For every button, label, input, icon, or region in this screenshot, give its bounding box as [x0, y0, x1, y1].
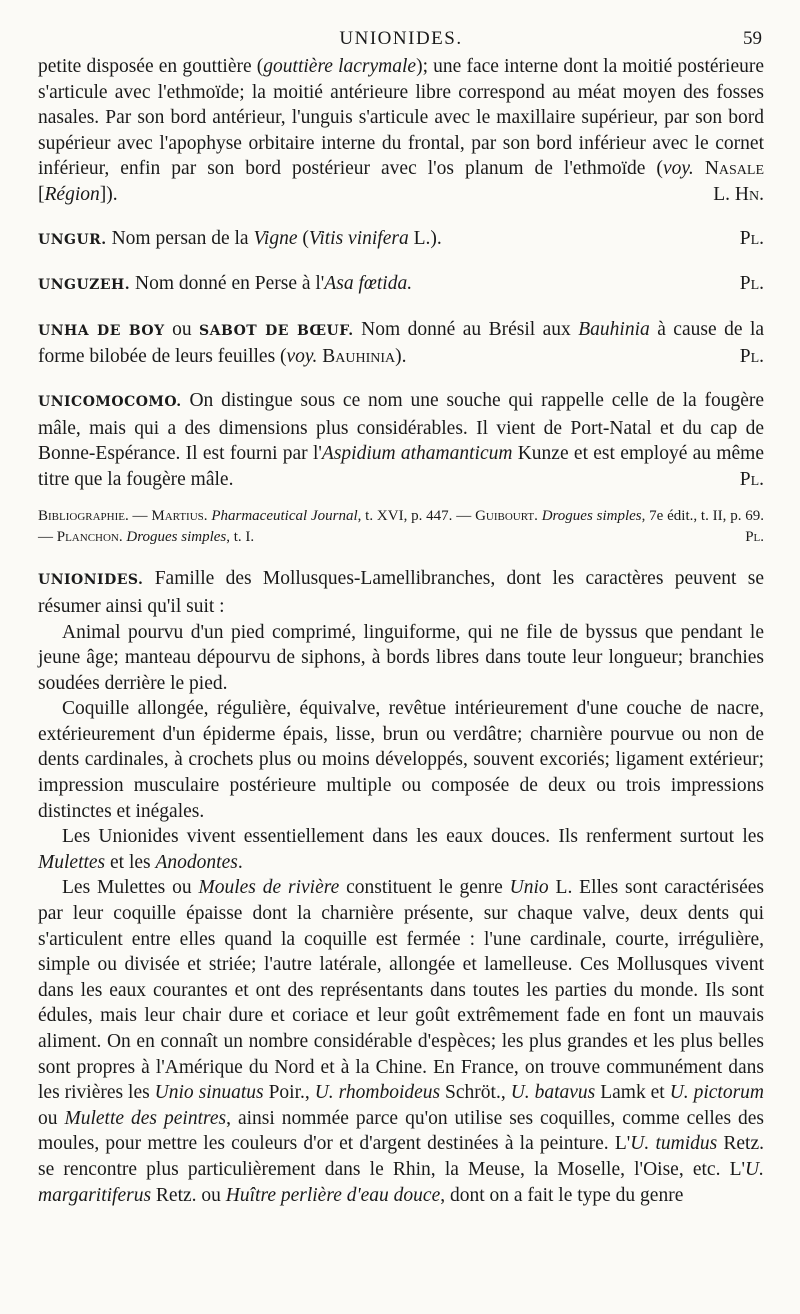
entry-ungur: UNGUR. Nom persan de la Vigne (Vitis vinifera L.). Pl.	[38, 226, 764, 254]
entry-headword-alt: SABOT DE BŒUF.	[199, 322, 354, 339]
page-number: 59	[743, 28, 762, 49]
entry-unha-de-boy: UNHA DE BOY ou SABOT DE BŒUF. Nom donné au Brésil aux Bauhinia à cause de la forme bilobée de leurs feuilles (voy. Bauhinia). Pl.	[38, 317, 764, 370]
running-head	[38, 26, 764, 54]
entry-headword: UNIONIDES.	[38, 572, 144, 589]
author-signature: Pl.	[745, 529, 764, 546]
paragraph-coquille: Coquille allongée, régulière, équivalve, revêtue intérieurement d'une couche de nacre, extérieurement d'un épiderme épais, lisse, brun ou verdâtre; charnière pourvue ou non de dents cardinales, à crochets plus ou moins développés, souvent excoriés; ligament extérieur; impression musculaire postérieure multiple ou composée de deux ou trois impressions distinctes et inégales.	[38, 698, 764, 822]
paragraph-animal: Animal pourvu d'un pied comprimé, linguiforme, qui ne file de byssus que pendant le jeune âge; manteau dépourvu de siphons, à bords libres dans toute leur longueur; branchies soudées derrière le pied.	[38, 621, 764, 694]
author-signature: Pl.	[739, 273, 764, 295]
paragraph-habitat: Les Unionides vivent essentiellement dans les eaux douces. Ils renferment surtout les Mulettes et les Anodontes.	[38, 826, 764, 873]
author-signature: L. Hn.	[713, 183, 764, 205]
cross-reference: Nasale	[704, 158, 765, 180]
cross-reference: Bauhinia	[322, 346, 396, 368]
bibliography: Bibliographie. — Martius. Pharmaceutical Journal, t. XVI, p. 447. — Guibourt. Drogues simples, 7e édit., t. II, p. 69. — Planchon. Drogues simples, t. I. Pl.	[38, 506, 764, 548]
entry-headword: UNICOMOCOMO.	[38, 393, 182, 410]
paragraph-mulettes: Les Mulettes ou Moules de rivière constituent le genre Unio L. Elles sont caractérisées par leur coquille épaisse dont la charnière présente, sur chaque valve, deux dents qui s'articulent entre elles quand la coquille est fermée : l'une cardinale, courte, irrégulière, simple ou divisée et striée; l'autre latérale, allongée et lamelleuse. Ces Mollusques vivent dans les eaux courantes et ont des représentants dans toutes les parties du monde. Ils sont édules, mais leur chair dure et coriace et leur goût extrêmement fade en font un mauvais aliment. On en connaît un nombre considérable d'espèces; les plus grandes et les plus belles sont propres à l'Amérique du Nord et à la Chine. En France, on trouve communément dans les rivières les Unio sinuatus Poir., U. rhomboideus Schröt., U. batavus Lamk et U. pictorum ou Mulette des peintres, ainsi nommée parce qu'on utilise ses coquilles, comme celles des moules, pour mettre les couleurs d'or et d'argent destinées à la peinture. L'U. tumidus Retz. se rencontre plus particulièrement dans le Rhin, la Meuse, la Moselle, l'Oise, etc. L'U. margaritiferus Retz. ou Huître perlière d'eau douce, dont on a fait le type du genre	[38, 877, 765, 1206]
entry-unicomocomo: UNICOMOCOMO. On distingue sous ce nom une souche qui rappelle celle de la fougère mâle, mais qui a des dimensions plus considérables. Il vient de Port-Natal et du cap de Bonne-Espérance. Il est fourni par l'Aspidium athamanticum Kunze et est employé au même titre que la fougère mâle. Pl.	[38, 388, 764, 492]
author-signature: Pl.	[739, 227, 764, 249]
running-title: UNIONIDES.	[339, 28, 463, 49]
author-signature: Pl.	[739, 468, 764, 490]
entry-unionides: UNIONIDES. Famille des Mollusques-Lamellibranches, dont les caractères peuvent se résumer ainsi qu'il suit :	[38, 568, 764, 617]
entry-headword: UNGUR.	[38, 231, 107, 248]
entry-headword: UNGUZEH.	[38, 277, 131, 294]
paragraph-unguis-continuation: petite disposée en gouttière (gouttière lacrymale); une face interne dont la moitié postérieure s'articule avec l'ethmoïde; la moitié antérieure libre correspond au méat moyen des fosses nasales. Par son bord antérieur, l'unguis s'articule avec le maxillaire supérieur, par son bord supérieur avec l'apophyse orbitaire interne du frontal, par son bord inférieur avec le cornet inférieur, enfin par son bord postérieur avec l'os planum de l'ethmoïde (voy. Nasale [Région]). L. Hn.	[38, 54, 764, 208]
author-signature: Pl.	[739, 346, 764, 368]
entry-unguzeh: UNGUZEH. Nom donné en Perse à l'Asa fœtida. Pl.	[38, 271, 764, 299]
entry-headword: UNHA DE BOY	[38, 322, 165, 339]
